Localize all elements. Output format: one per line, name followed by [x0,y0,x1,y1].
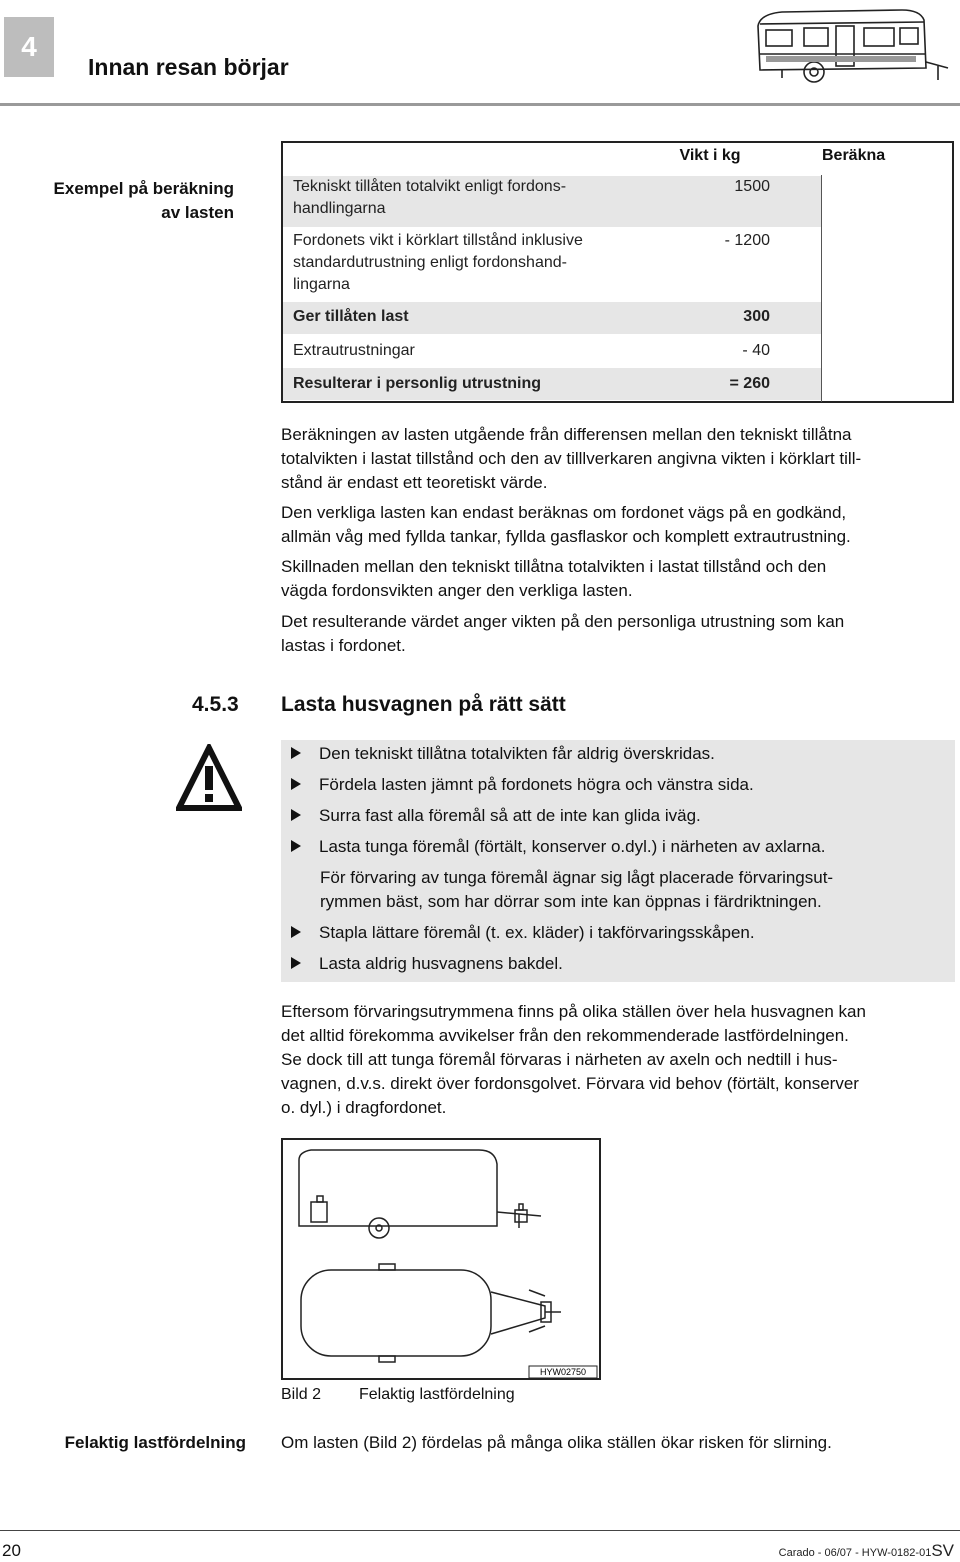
row-label: lingarna [293,276,350,293]
row-value: = 260 [729,375,770,392]
bullet-item [291,742,715,766]
text-line: totalvikten i lastat tillstånd och den av tilllverkaren angivna vikten i körklart till- [281,449,862,468]
chapter-number: 4 [21,31,37,62]
side-label-line: av lasten [161,203,234,222]
text-line: stånd är endast ett teoretiskt värde. [281,473,548,492]
bullet-arrow-icon [291,926,301,938]
bullet-text: Stapla lättare föremål (t. ex. kläder) i takförvaringsskåpen. [319,923,755,942]
bullet-item [291,921,755,945]
text-line: Se dock till att tunga föremål förvaras i närheten av axeln och nedtill i hus- [281,1050,838,1069]
caravan-illustration [752,6,952,96]
footer-language: SV [931,1541,954,1560]
row-label: standardutrustning enligt fordonshand- [293,254,567,271]
footer-rule [0,1530,960,1531]
figure-caption-number: Bild 2 [281,1386,322,1403]
section-title: Lasta husvagnen på rätt sätt [281,693,566,716]
text-line: Det resulterande värdet anger vikten på den personliga utrustning som kan [281,612,845,631]
bullet-text: Den tekniskt tillåtna totalvikten får aldrig överskridas. [319,744,715,763]
section-number: 4.5.3 [192,693,239,716]
bullet-item [291,835,825,859]
table-row [293,176,566,220]
paragraph [281,501,953,549]
bullet-text: Lasta tunga föremål (förtält, konserver o.dyl.) i närheten av axlarna. [319,837,826,856]
bullet-note [320,866,940,914]
bullet-arrow-icon [291,957,301,969]
loading-diagram [283,1140,599,1378]
bullet-arrow-icon [291,747,301,759]
row-value: 300 [743,308,770,325]
text-line: lastas i fordonet. [281,636,406,655]
chapter-title: Innan resan börjar [88,54,289,80]
bullet-item [291,952,563,976]
header-weight: Vikt i kg [679,147,741,164]
bullet-item [291,773,754,797]
row-label: Fordonets vikt i körklart tillstånd inklusive [293,232,583,249]
bullet-text: Lasta aldrig husvagnens bakdel. [319,954,563,973]
figure-loading [281,1138,601,1380]
bullet-text: Fördela lasten jämnt på fordonets högra och vänstra sida. [319,775,754,794]
row-label: Resulterar i personlig utrustning [293,375,542,392]
side-label-bottom: Felaktig lastfördelning [64,1433,246,1452]
paragraph [281,1000,953,1120]
row-value: 1500 [734,178,770,195]
column-divider [821,175,822,402]
text-line: Den verkliga lasten kan endast beräknas om fordonet vägs på en godkänd, [281,503,847,522]
row-label: handlingarna [293,200,386,217]
chapter-number-box [4,17,54,77]
table-row [293,230,583,296]
paragraph [281,423,953,495]
text-line: vägda fordonsvikten anger den verkliga lasten. [281,581,633,600]
footer-doc-info [779,1541,954,1561]
bullet-arrow-icon [291,840,301,852]
paragraph [281,610,953,658]
text-line: Skillnaden mellan den tekniskt tillåtna totalvikten i lastat tillstånd och den [281,557,827,576]
text-line: Beräkningen av lasten utgående från differensen mellan den tekniskt tillåtna [281,425,852,444]
text-line: allmän våg med fyllda tankar, fyllda gasflaskor och komplett extrautrustning. [281,527,851,546]
text-line: Eftersom förvaringsutrymmena finns på olika ställen över hela husvagnen kan [281,1002,866,1021]
row-label: Ger tillåten last [293,308,409,325]
header-rule [0,103,960,106]
text-line: För förvaring av tunga föremål ägnar sig lågt placerade förvaringsut- [320,868,834,887]
header-calc: Beräkna [822,147,886,164]
page-number: 20 [2,1541,21,1560]
figure-caption-text: Felaktig lastfördelning [359,1386,515,1403]
text-line: o. dyl.) i dragfordonet. [281,1098,447,1117]
bullet-text: Surra fast alla föremål så att de inte kan glida iväg. [319,806,701,825]
row-value: - 40 [742,342,770,359]
row-value: - 1200 [724,232,770,249]
row-label: Extrautrustningar [293,342,415,359]
text-line: vagnen, d.v.s. direkt över fordonsgolvet. Förvara vid behov (förtält, konserver [281,1074,859,1093]
row-label: Tekniskt tillåten totalvikt enligt fordons- [293,178,567,195]
paragraph [281,555,953,603]
side-label-line: Exempel på beräkning [53,179,234,198]
warning-icon [176,744,242,812]
text-line: rymmen bäst, som har dörrar som inte kan öppnas i färdriktningen. [320,892,822,911]
bullet-item [291,804,701,828]
side-label [6,177,234,225]
bottom-text: Om lasten (Bild 2) fördelas på många olika ställen ökar risken för slirning. [281,1433,832,1452]
bullet-arrow-icon [291,778,301,790]
bullet-arrow-icon [291,809,301,821]
figure-code: HYW02750 [539,1367,587,1377]
text-line: det alltid förekomma avvikelser från den rekommenderade lastfördelningen. [281,1026,849,1045]
footer-doc-code: Carado - 06/07 - HYW-0182-01 [778,1547,932,1559]
